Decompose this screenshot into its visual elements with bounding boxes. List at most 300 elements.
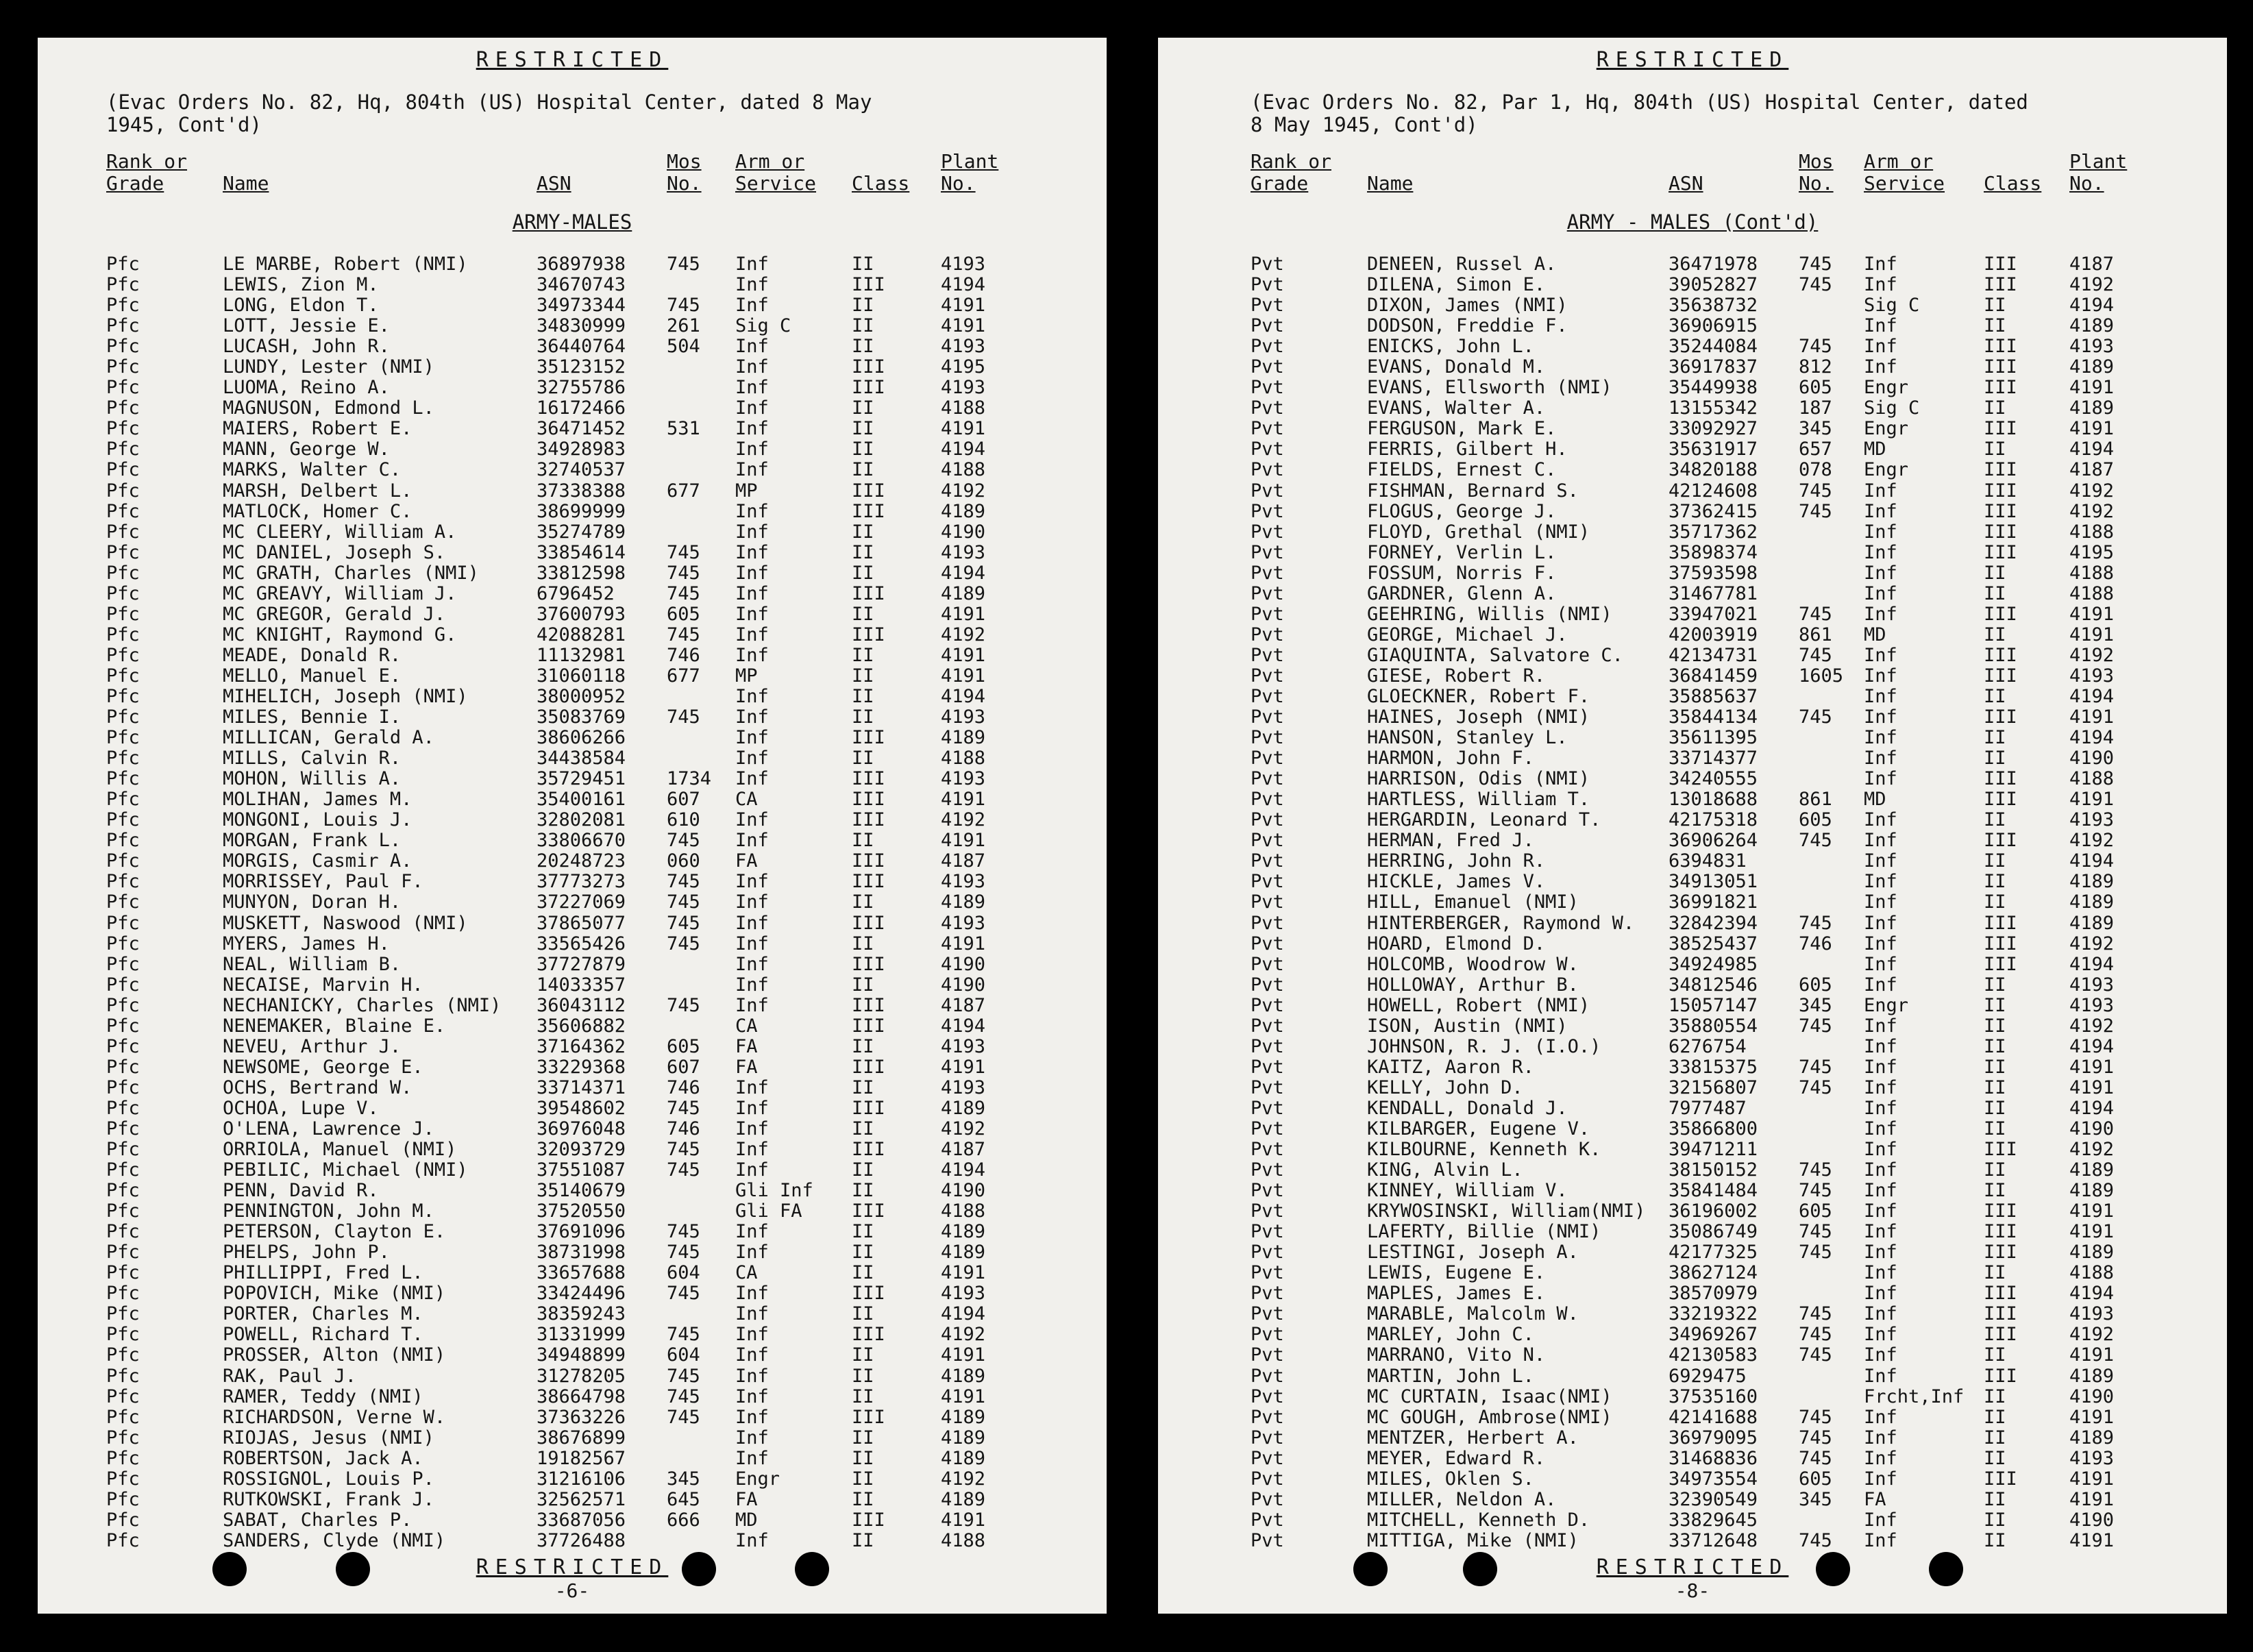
cell-plant: 4192 <box>2069 1324 2115 1346</box>
cell-class: III <box>852 1097 885 1119</box>
cell-mos: 745 <box>667 562 700 584</box>
cell-asn: 38000952 <box>537 685 626 707</box>
cell-name: MARABLE, Malcolm W. <box>1367 1303 1579 1325</box>
cell-asn: 35274789 <box>537 521 626 543</box>
cell-arm: Inf <box>735 912 769 934</box>
cell-rank: Pvt <box>1251 1242 1284 1263</box>
cell-asn: 32562571 <box>537 1488 626 1510</box>
table-row <box>38 1510 1107 1531</box>
cell-plant: 4187 <box>941 1139 986 1161</box>
cell-rank: Pfc <box>106 809 140 831</box>
cell-asn: 33565426 <box>537 933 626 954</box>
cell-plant: 4192 <box>941 480 986 502</box>
cell-name: O'LENA, Lawrence J. <box>223 1118 434 1139</box>
cell-name: HARTLESS, William T. <box>1367 789 1590 811</box>
cell-rank: Pvt <box>1251 1406 1284 1428</box>
cell-class: III <box>1984 418 2017 440</box>
cell-name: LOTT, Jessie E. <box>223 315 390 337</box>
cell-name: MATLOCK, Homer C. <box>223 500 413 522</box>
cell-class: II <box>852 1529 874 1551</box>
table-row <box>38 1324 1107 1345</box>
cell-arm: Inf <box>1864 1242 1897 1263</box>
cell-arm: Inf <box>735 891 769 913</box>
cell-plant: 4189 <box>941 582 986 604</box>
cell-mos: 745 <box>667 1406 700 1428</box>
cell-asn: 35866800 <box>1669 1118 1758 1139</box>
document-page-right <box>1158 38 2227 1614</box>
table-row <box>38 892 1107 913</box>
cell-rank: Pvt <box>1251 768 1284 790</box>
cell-rank: Pvt <box>1251 809 1284 831</box>
cell-arm: Inf <box>735 830 769 852</box>
cell-arm: Inf <box>1864 356 1897 378</box>
cell-class: II <box>1984 1406 2006 1428</box>
table-row <box>1158 1510 2227 1531</box>
cell-rank: Pvt <box>1251 850 1284 872</box>
cell-name: JOHNSON, R. J. (I.O.) <box>1367 1035 1601 1057</box>
cell-mos: 745 <box>1799 336 1832 358</box>
cell-asn: 33812598 <box>537 562 626 584</box>
cell-rank: Pvt <box>1251 871 1284 893</box>
cell-arm: Inf <box>735 1097 769 1119</box>
cell-class: II <box>852 254 874 275</box>
cell-mos: 745 <box>1799 912 1832 934</box>
cell-asn: 34973344 <box>537 295 626 317</box>
cell-arm: Inf <box>735 603 769 625</box>
cell-asn: 20248723 <box>537 850 626 872</box>
cell-plant: 4194 <box>2069 295 2115 317</box>
cell-asn: 13155342 <box>1669 397 1758 419</box>
cell-mos: 604 <box>667 1262 700 1284</box>
cell-name: MELLO, Manuel E. <box>223 665 402 687</box>
cell-class: III <box>1984 1200 2017 1222</box>
cell-rank: Pfc <box>106 912 140 934</box>
cell-class: III <box>1984 603 2017 625</box>
cell-arm: Inf <box>735 624 769 645</box>
cell-asn: 38627124 <box>1669 1262 1758 1284</box>
cell-asn: 38731998 <box>537 1242 626 1263</box>
cell-arm: Inf <box>1864 1468 1897 1490</box>
punch-hole <box>336 1552 370 1586</box>
cell-mos: 345 <box>1799 994 1832 1016</box>
cell-rank: Pvt <box>1251 1385 1284 1407</box>
table-row <box>1158 584 2227 604</box>
cell-asn: 33714377 <box>1669 748 1758 769</box>
table-row <box>38 502 1107 522</box>
cell-plant: 4189 <box>2069 315 2115 337</box>
cell-name: LE MARBE, Robert (NMI) <box>223 254 468 275</box>
col-name: Name <box>223 172 269 195</box>
cell-mos: 745 <box>1799 603 1832 625</box>
cell-mos: 745 <box>1799 1344 1832 1366</box>
cell-asn: 35885637 <box>1669 685 1758 707</box>
cell-mos: 610 <box>667 809 700 831</box>
cell-arm: Inf <box>1864 274 1897 296</box>
cell-rank: Pfc <box>106 582 140 604</box>
cell-plant: 4187 <box>2069 459 2115 481</box>
cell-asn: 11132981 <box>537 644 626 666</box>
table-row <box>1158 357 2227 378</box>
cell-arm: Engr <box>735 1468 780 1490</box>
cell-arm: Inf <box>1864 1221 1897 1243</box>
cell-plant: 4189 <box>2069 1180 2115 1202</box>
cell-rank: Pvt <box>1251 1035 1284 1057</box>
cell-plant: 4194 <box>2069 685 2115 707</box>
punch-hole <box>1929 1552 1963 1586</box>
cell-arm: Inf <box>735 974 769 996</box>
cell-mos: 745 <box>1799 1529 1832 1551</box>
cell-name: MONGONI, Louis J. <box>223 809 413 831</box>
cell-asn: 36979095 <box>1669 1427 1758 1448</box>
cell-name: SABAT, Charles P. <box>223 1509 413 1531</box>
cell-name: OCHOA, Lupe V. <box>223 1097 379 1119</box>
cell-rank: Pvt <box>1251 1529 1284 1551</box>
cell-arm: Inf <box>735 1118 769 1139</box>
cell-rank: Pfc <box>106 624 140 645</box>
orders-reference: (Evac Orders No. 82, Par 1, Hq, 804th (US) Hospital Center, dated 8 May 1945, Cont'd) <box>1251 90 2028 136</box>
punch-hole <box>1463 1552 1497 1586</box>
cell-arm: Inf <box>1864 1324 1897 1346</box>
cell-class: II <box>1984 1385 2006 1407</box>
cell-name: LAFERTY, Billie (NMI) <box>1367 1221 1601 1243</box>
cell-class: II <box>852 1242 874 1263</box>
cell-asn: 39471211 <box>1669 1139 1758 1161</box>
cell-class: II <box>852 1303 874 1325</box>
cell-rank: Pfc <box>106 685 140 707</box>
cell-rank: Pfc <box>106 1324 140 1346</box>
cell-rank: Pfc <box>106 891 140 913</box>
cell-name: MEADE, Donald R. <box>223 644 402 666</box>
cell-name: PROSSER, Alton (NMI) <box>223 1344 446 1366</box>
cell-mos: 745 <box>1799 274 1832 296</box>
cell-asn: 42088281 <box>537 624 626 645</box>
cell-name: EVANS, Donald M. <box>1367 356 1546 378</box>
cell-arm: Inf <box>1864 912 1897 934</box>
cell-class: II <box>852 521 874 543</box>
table-row <box>1158 1078 2227 1098</box>
cell-name: HERMAN, Fred J. <box>1367 830 1534 852</box>
cell-asn: 36471978 <box>1669 254 1758 275</box>
cell-arm: MD <box>1864 789 1886 811</box>
cell-mos: 078 <box>1799 459 1832 481</box>
cell-rank: Pvt <box>1251 1076 1284 1098</box>
cell-name: MENTZER, Herbert A. <box>1367 1427 1579 1448</box>
cell-plant: 4194 <box>941 1303 986 1325</box>
cell-plant: 4194 <box>2069 1035 2115 1057</box>
table-row <box>38 1160 1107 1181</box>
cell-mos: 745 <box>667 891 700 913</box>
table-row <box>38 316 1107 336</box>
cell-mos: 861 <box>1799 789 1832 811</box>
cell-mos: 677 <box>667 665 700 687</box>
cell-asn: 16172466 <box>537 397 626 419</box>
cell-rank: Pfc <box>106 1468 140 1490</box>
cell-rank: Pvt <box>1251 1344 1284 1366</box>
cell-plant: 4188 <box>941 1200 986 1222</box>
cell-name: HARRISON, Odis (NMI) <box>1367 768 1590 790</box>
cell-arm: Inf <box>1864 582 1897 604</box>
cell-arm: Inf <box>735 254 769 275</box>
col-asn: ASN <box>1669 172 1703 195</box>
cell-arm: Inf <box>1864 768 1897 790</box>
cell-name: FLOYD, Grethal (NMI) <box>1367 521 1590 543</box>
cell-arm: Inf <box>735 541 769 563</box>
cell-mos: 745 <box>1799 254 1832 275</box>
cell-class: II <box>852 1262 874 1284</box>
cell-arm: Inf <box>1864 685 1897 707</box>
cell-asn: 34820188 <box>1669 459 1758 481</box>
cell-arm: Inf <box>735 521 769 543</box>
cell-arm: Inf <box>1864 1097 1897 1119</box>
cell-arm: Engr <box>1864 377 1909 399</box>
cell-arm: Inf <box>735 356 769 378</box>
table-row <box>38 584 1107 604</box>
cell-asn: 32842394 <box>1669 912 1758 934</box>
cell-arm: Inf <box>735 1221 769 1243</box>
cell-class: III <box>1984 789 2017 811</box>
cell-asn: 38664798 <box>537 1385 626 1407</box>
table-row <box>1158 954 2227 975</box>
cell-class: II <box>1984 397 2006 419</box>
cell-mos: 745 <box>667 1097 700 1119</box>
cell-rank: Pvt <box>1251 480 1284 502</box>
cell-rank: Pfc <box>106 933 140 954</box>
cell-arm: Inf <box>1864 748 1897 769</box>
cell-asn: 34973554 <box>1669 1468 1758 1490</box>
cell-rank: Pvt <box>1251 1468 1284 1490</box>
cell-arm: Inf <box>735 685 769 707</box>
cell-arm: Inf <box>735 994 769 1016</box>
table-row <box>1158 1242 2227 1263</box>
table-row <box>38 336 1107 357</box>
cell-class: II <box>1984 685 2006 707</box>
cell-class: III <box>1984 336 2017 358</box>
cell-asn: 35898374 <box>1669 541 1758 563</box>
cell-class: III <box>1984 912 2017 934</box>
cell-plant: 4191 <box>941 644 986 666</box>
table-row <box>1158 996 2227 1016</box>
cell-class: II <box>852 1365 874 1387</box>
roster-table <box>38 254 1107 1551</box>
cell-asn: 31331999 <box>537 1324 626 1346</box>
cell-asn: 36906915 <box>1669 315 1758 337</box>
cell-name: MC KNIGHT, Raymond G. <box>223 624 457 645</box>
cell-arm: MD <box>735 1509 758 1531</box>
cell-plant: 4191 <box>2069 624 2115 645</box>
cell-name: ROSSIGNOL, Louis P. <box>223 1468 434 1490</box>
cell-class: III <box>852 480 885 502</box>
cell-class: II <box>852 1118 874 1139</box>
cell-class: II <box>1984 727 2006 749</box>
cell-asn: 34924985 <box>1669 953 1758 975</box>
cell-name: MYERS, James H. <box>223 933 390 954</box>
cell-mos: 745 <box>667 1242 700 1263</box>
cell-arm: Inf <box>1864 1447 1897 1469</box>
cell-mos: 745 <box>1799 830 1832 852</box>
cell-name: HERGARDIN, Leonard T. <box>1367 809 1601 831</box>
cell-class: II <box>852 974 874 996</box>
cell-class: III <box>852 624 885 645</box>
cell-class: II <box>1984 994 2006 1016</box>
cell-rank: Pfc <box>106 459 140 481</box>
cell-name: MC GREGOR, Gerald J. <box>223 603 446 625</box>
cell-name: PENN, David R. <box>223 1180 379 1202</box>
table-row <box>1158 625 2227 645</box>
cell-class: III <box>1984 274 2017 296</box>
cell-rank: Pvt <box>1251 582 1284 604</box>
cell-plant: 4188 <box>2069 521 2115 543</box>
cell-arm: Inf <box>1864 336 1897 358</box>
cell-plant: 4189 <box>941 500 986 522</box>
cell-name: MC GRATH, Charles (NMI) <box>223 562 479 584</box>
cell-arm: Inf <box>1864 541 1897 563</box>
cell-name: MARKS, Walter C. <box>223 459 402 481</box>
cell-class: III <box>1984 1139 2017 1161</box>
cell-name: MARTIN, John L. <box>1367 1365 1534 1387</box>
cell-class: III <box>1984 377 2017 399</box>
cell-mos: 745 <box>1799 1303 1832 1325</box>
table-row <box>1158 666 2227 687</box>
cell-rank: Pvt <box>1251 706 1284 728</box>
cell-asn: 38359243 <box>537 1303 626 1325</box>
table-row <box>38 934 1107 954</box>
cell-plant: 4191 <box>941 315 986 337</box>
cell-name: LEWIS, Eugene E. <box>1367 1262 1546 1284</box>
cell-mos: 345 <box>1799 1488 1832 1510</box>
cell-plant: 4193 <box>941 706 986 728</box>
cell-name: RICHARDSON, Verne W. <box>223 1406 446 1428</box>
cell-rank: Pfc <box>106 1159 140 1181</box>
table-row <box>1158 769 2227 789</box>
cell-mos: 666 <box>667 1509 700 1531</box>
cell-name: LUCASH, John R. <box>223 336 390 358</box>
cell-class: III <box>1984 1303 2017 1325</box>
header-restricted: RESTRICTED <box>1596 48 1789 72</box>
cell-plant: 4190 <box>941 953 986 975</box>
table-row <box>38 1057 1107 1078</box>
table-row <box>1158 522 2227 543</box>
cell-name: RUTKOWSKI, Frank J. <box>223 1488 434 1510</box>
cell-arm: Inf <box>1864 1262 1897 1284</box>
cell-arm: Inf <box>1864 953 1897 975</box>
table-row <box>38 913 1107 934</box>
cell-asn: 36471452 <box>537 418 626 440</box>
table-row <box>1158 830 2227 851</box>
cell-arm: Inf <box>1864 974 1897 996</box>
cell-mos: 745 <box>667 1283 700 1305</box>
cell-arm: Inf <box>735 871 769 893</box>
cell-name: MITCHELL, Kenneth D. <box>1367 1509 1590 1531</box>
cell-asn: 35086749 <box>1669 1221 1758 1243</box>
cell-plant: 4192 <box>941 1324 986 1346</box>
cell-name: MAPLES, James E. <box>1367 1283 1546 1305</box>
cell-arm: FA <box>735 1035 758 1057</box>
cell-rank: Pfc <box>106 1015 140 1037</box>
table-row <box>38 398 1107 419</box>
cell-class: II <box>852 706 874 728</box>
cell-name: HOLCOMB, Woodrow W. <box>1367 953 1579 975</box>
cell-name: PETERSON, Clayton E. <box>223 1221 446 1243</box>
cell-name: HERRING, John R. <box>1367 850 1546 872</box>
cell-arm: Gli FA <box>735 1200 802 1222</box>
cell-class: III <box>852 500 885 522</box>
cell-mos: 745 <box>667 912 700 934</box>
cell-name: SANDERS, Clyde (NMI) <box>223 1529 446 1551</box>
cell-class: II <box>1984 1076 2006 1098</box>
cell-arm: MP <box>735 480 758 502</box>
page-number: -8- <box>1675 1579 1710 1602</box>
cell-plant: 4191 <box>941 1385 986 1407</box>
cell-arm: Inf <box>735 1139 769 1161</box>
cell-rank: Pvt <box>1251 315 1284 337</box>
table-row <box>38 1016 1107 1037</box>
cell-arm: CA <box>735 1262 758 1284</box>
punch-hole <box>1816 1552 1850 1586</box>
cell-class: II <box>852 1035 874 1057</box>
cell-arm: Inf <box>735 1076 769 1098</box>
cell-mos: 746 <box>667 1118 700 1139</box>
table-row <box>38 666 1107 687</box>
cell-name: KENDALL, Donald J. <box>1367 1097 1568 1119</box>
cell-mos: 1734 <box>667 768 712 790</box>
cell-name: HAINES, Joseph (NMI) <box>1367 706 1590 728</box>
cell-name: MC CLEERY, William A. <box>223 521 457 543</box>
cell-name: FERGUSON, Mark E. <box>1367 418 1557 440</box>
cell-asn: 37520550 <box>537 1200 626 1222</box>
cell-class: III <box>852 1139 885 1161</box>
cell-mos: 745 <box>667 541 700 563</box>
punch-hole <box>795 1552 829 1586</box>
cell-arm: Inf <box>735 1385 769 1407</box>
cell-class: III <box>852 1509 885 1531</box>
cell-arm: Inf <box>1864 1365 1897 1387</box>
table-row <box>1158 1387 2227 1407</box>
cell-asn: 37593598 <box>1669 562 1758 584</box>
cell-name: LUOMA, Reino A. <box>223 377 390 399</box>
cell-rank: Pvt <box>1251 1283 1284 1305</box>
cell-arm: FA <box>735 1488 758 1510</box>
cell-asn: 37600793 <box>537 603 626 625</box>
col-arm: Arm or Service <box>1864 150 1945 195</box>
cell-class: II <box>1984 582 2006 604</box>
cell-class: II <box>1984 974 2006 996</box>
table-row <box>38 1181 1107 1201</box>
cell-plant: 4191 <box>2069 1056 2115 1078</box>
cell-arm: Inf <box>1864 1427 1897 1448</box>
cell-plant: 4194 <box>941 1015 986 1037</box>
cell-rank: Pvt <box>1251 377 1284 399</box>
table-row <box>38 830 1107 851</box>
cell-class: III <box>1984 254 2017 275</box>
cell-class: II <box>1984 871 2006 893</box>
cell-class: II <box>1984 1056 2006 1078</box>
cell-class: III <box>1984 459 2017 481</box>
cell-name: MUSKETT, Naswood (NMI) <box>223 912 468 934</box>
table-row <box>1158 1324 2227 1345</box>
cell-class: III <box>1984 541 2017 563</box>
cell-rank: Pvt <box>1251 1015 1284 1037</box>
cell-asn: 36841459 <box>1669 665 1758 687</box>
table-row <box>1158 872 2227 892</box>
cell-plant: 4188 <box>2069 768 2115 790</box>
cell-arm: Inf <box>735 933 769 954</box>
cell-arm: Inf <box>1864 830 1897 852</box>
cell-rank: Pfc <box>106 1427 140 1448</box>
cell-mos: 745 <box>1799 1242 1832 1263</box>
cell-plant: 4192 <box>941 624 986 645</box>
cell-arm: Engr <box>1864 994 1909 1016</box>
cell-class: II <box>852 418 874 440</box>
